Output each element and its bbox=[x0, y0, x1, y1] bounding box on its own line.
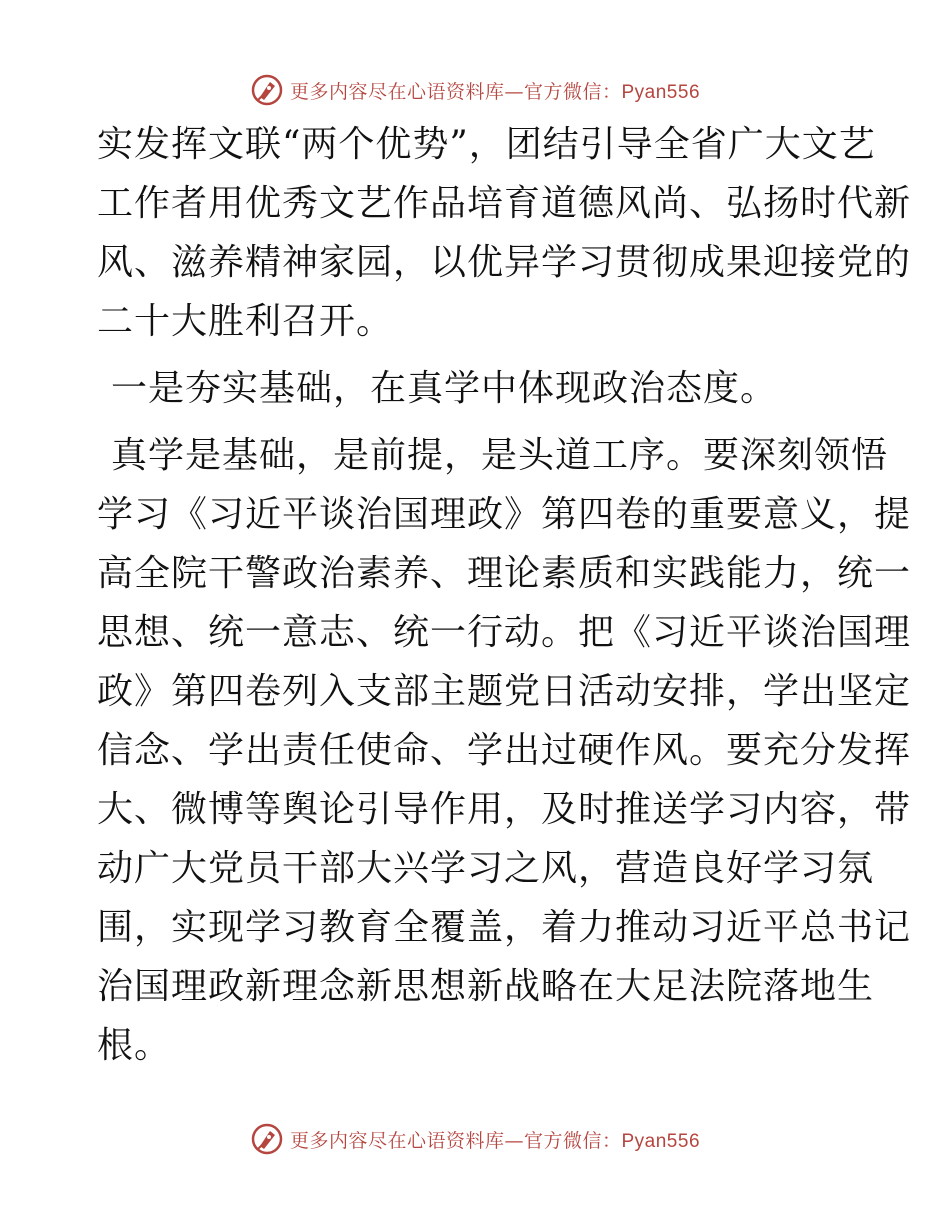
text-line: 实发挥文联“两个优势”，团结引导全省广大文艺 bbox=[97, 124, 876, 165]
paragraph bbox=[97, 115, 912, 351]
watermark-id: Pyan556 bbox=[621, 81, 701, 103]
text-line: 思想、统一意志、统一行动。把《习近平谈治国理 bbox=[97, 612, 912, 653]
watermark-text bbox=[290, 77, 700, 104]
text-line: 信念、学出责任使命、学出过硬作风。要充分发挥 bbox=[97, 730, 912, 771]
text-line: 真学是基础，是前提，是头道工序。要深刻领悟 bbox=[111, 435, 889, 476]
watermark-id: Pyan556 bbox=[621, 1130, 701, 1152]
section-heading bbox=[97, 359, 857, 418]
text-line: 治国理政新理念新思想新战略在大足法院落地生 bbox=[97, 966, 875, 1007]
pen-nib-logo-icon bbox=[250, 73, 284, 107]
text-line: 大、微博等舆论引导作用，及时推送学习内容，带 bbox=[97, 789, 912, 830]
text-line: 根。 bbox=[97, 1025, 172, 1066]
text-line: 高全院干警政治素养、理论素质和实践能力，统一 bbox=[97, 553, 912, 594]
text-line: 围，实现学习教育全覆盖，着力推动习近平总书记 bbox=[97, 907, 912, 948]
document-body bbox=[97, 115, 912, 1075]
heading-line: 一是夯实基础，在真学中体现政治态度。 bbox=[111, 368, 778, 409]
pen-nib-logo-icon bbox=[250, 1122, 284, 1156]
text-line: 二十大胜利召开。 bbox=[97, 301, 394, 342]
text-line: 学习《习近平谈治国理政》第四卷的重要意义，提 bbox=[97, 494, 912, 535]
text-line: 工作者用优秀文艺作品培育道德风尚、弘扬时代新 bbox=[97, 183, 912, 224]
text-line: 风、滋养精神家园，以优异学习贯彻成果迎接党的 bbox=[97, 242, 912, 283]
text-line: 动广大党员干部大兴学习之风，营造良好学习氛 bbox=[97, 848, 875, 889]
watermark-label: 更多内容尽在心语资料库—官方微信： bbox=[289, 80, 622, 103]
watermark-banner-bottom bbox=[0, 1119, 950, 1159]
watermark-banner-top bbox=[0, 70, 950, 110]
watermark-text bbox=[290, 1126, 700, 1153]
paragraph bbox=[97, 426, 912, 1075]
text-line: 政》第四卷列入支部主题党日活动安排，学出坚定 bbox=[97, 671, 912, 712]
watermark-label: 更多内容尽在心语资料库—官方微信： bbox=[289, 1129, 622, 1152]
